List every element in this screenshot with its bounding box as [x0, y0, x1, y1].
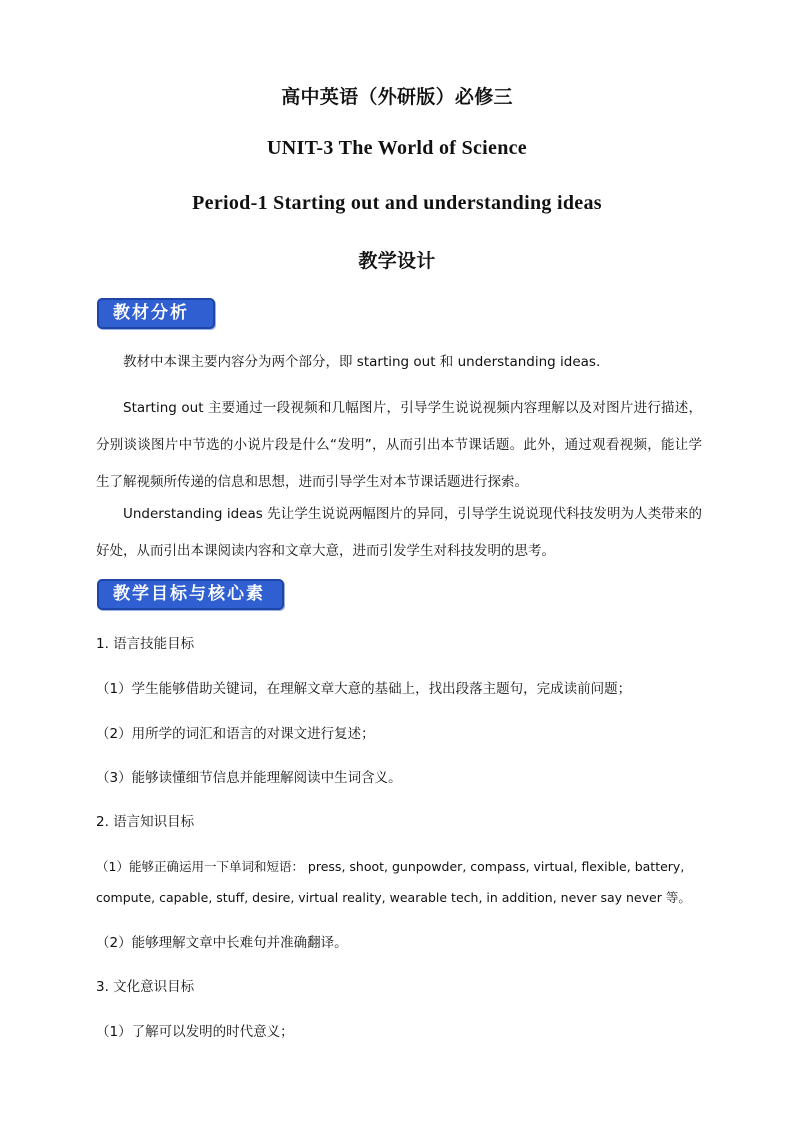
- goal-item: （1）学生能够借助关键词，在理解文章大意的基础上，找出段落主题句，完成读前问题；: [96, 681, 632, 697]
- goal-heading-cultural-awareness: 3. 文化意识目标: [96, 979, 195, 995]
- goal-item: （3）能够读懂细节信息并能理解阅读中生词含义。: [96, 770, 402, 786]
- goal-item: （1）能够正确运用一下单词和短语： press, shoot, gunpowder, compass, virtual, flexible, battery,: [96, 859, 685, 874]
- goal-heading-language-skills: 1. 语言技能目标: [96, 636, 195, 652]
- goal-item: （1）了解可以发明的时代意义；: [96, 1024, 294, 1040]
- section-badge-goals: 教学目标与核心素养: [97, 579, 284, 610]
- course-title: 高中英语（外研版）必修三: [281, 86, 513, 108]
- section-badge-analysis: 教材分析: [97, 298, 215, 329]
- period-title: Period-1 Starting out and understanding ideas: [192, 192, 602, 214]
- goal-item: （2）能够理解文章中长难句并准确翻译。: [96, 935, 348, 951]
- goal-item-continued: compute, capable, stuff, desire, virtual reality, wearable tech, in addition, never say never 等。: [96, 890, 691, 905]
- unit-title: UNIT-3 The World of Science: [267, 137, 527, 159]
- goal-item: （2）用所学的词汇和语言的对课文进行复述；: [96, 726, 375, 742]
- analysis-paragraph-2: Starting out 主要通过一段视频和几幅图片，引导学生说说视频内容理解以及对图片进行描述，分别谈谈图片中节选的小说片段是什么“发明”，从而引出本节课话题。此外，通过观看视频，能让学生了解视频所传递的信息和思想，进而引导学生对本节课话题进行探索。: [96, 400, 702, 490]
- analysis-paragraph-1: 教材中本课主要内容分为两个部分，即 starting out 和 understanding ideas.: [123, 354, 601, 370]
- analysis-paragraph-3: Understanding ideas 先让学生说说两幅图片的异同，引导学生说说现代科技发明为人类带来的好处，从而引出本课阅读内容和文章大意，进而引发学生对科技发明的思考。: [96, 506, 702, 559]
- goal-heading-language-knowledge: 2. 语言知识目标: [96, 814, 195, 830]
- design-title: 教学设计: [358, 250, 436, 272]
